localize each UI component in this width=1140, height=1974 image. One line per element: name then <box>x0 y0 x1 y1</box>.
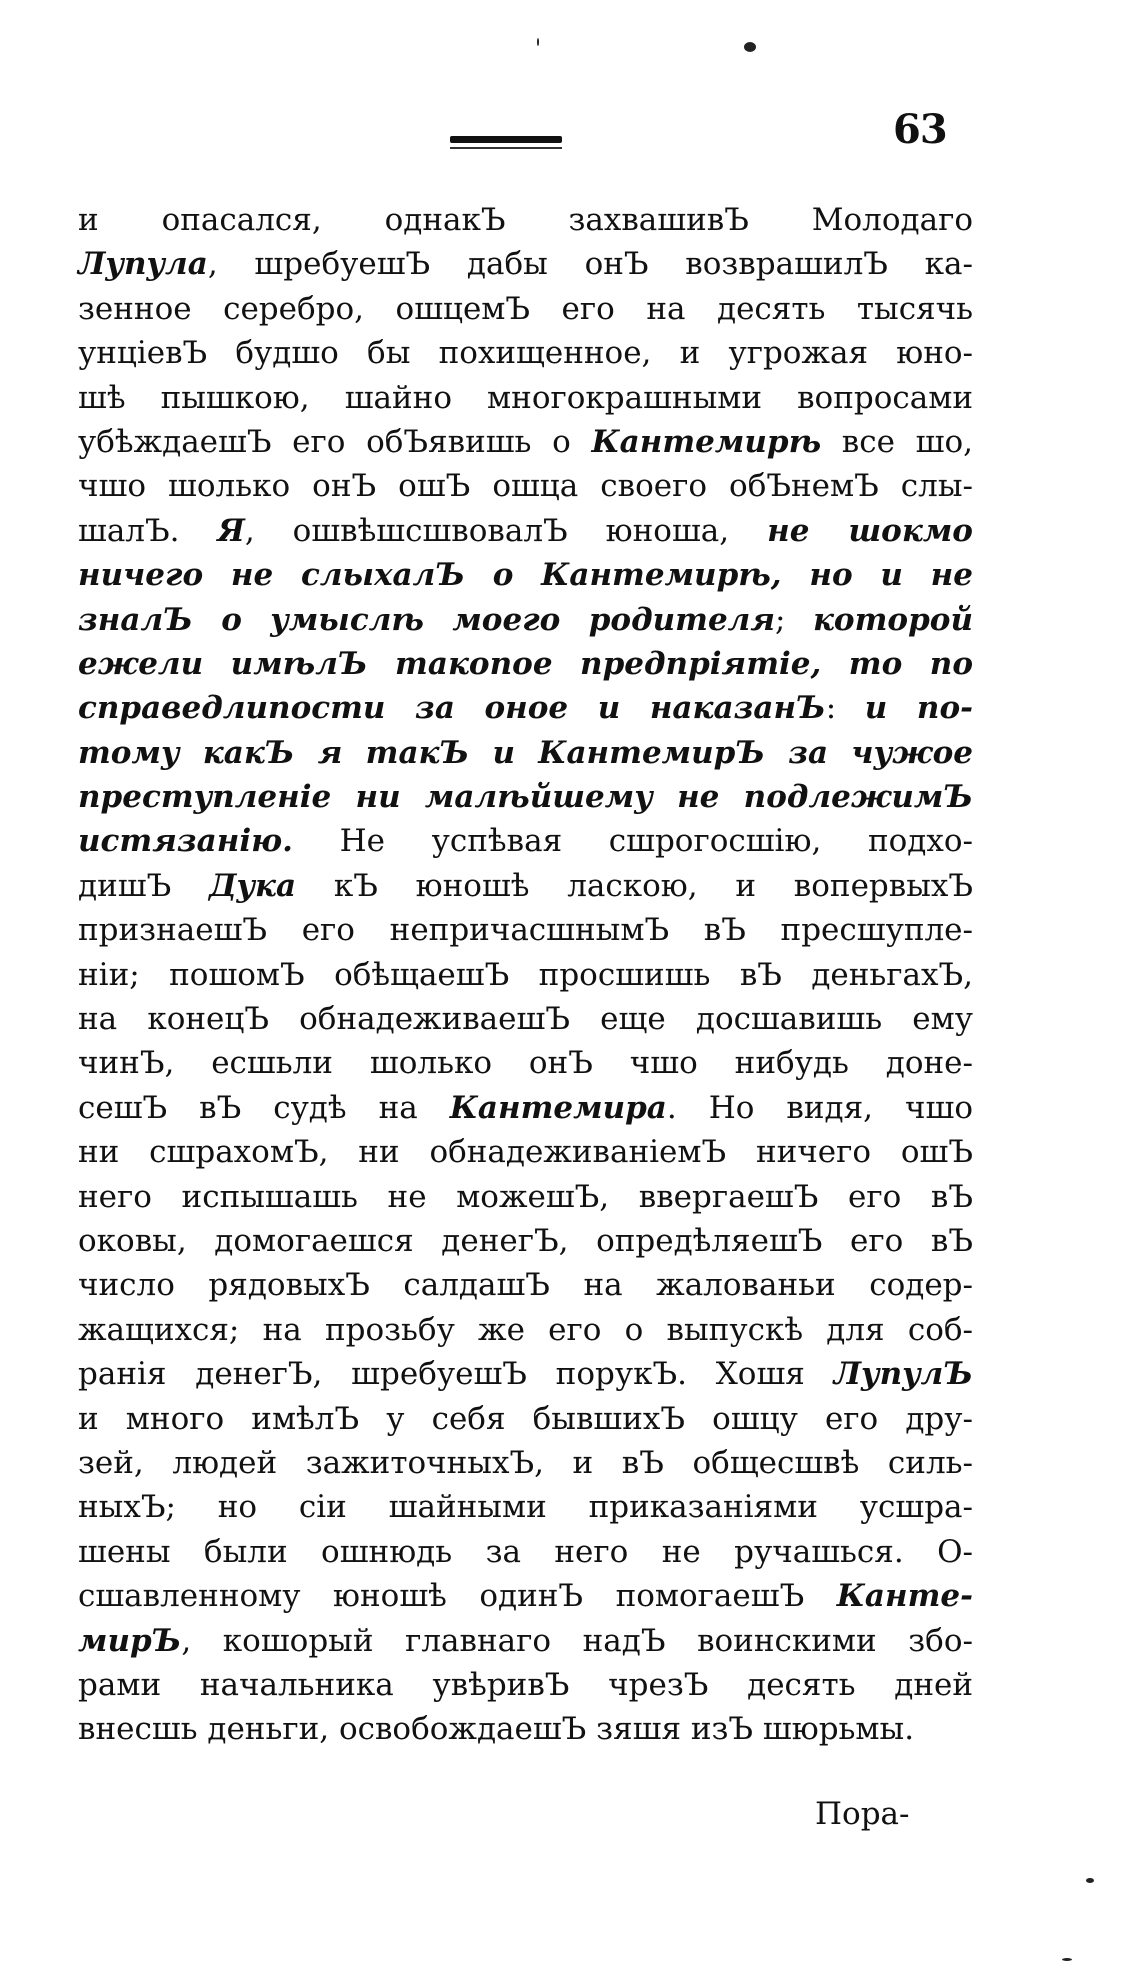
text-line <box>78 864 973 908</box>
italic-text-segment: Кантемирѣ <box>591 423 822 460</box>
text-segment: ніи; пошомЪ обѣщаешЪ просшишь вЪ деньгахЪ, <box>78 956 973 993</box>
scan-speck <box>537 38 539 46</box>
text-segment: : <box>825 690 865 727</box>
text-segment: ранія денегЪ, шребуешЪ порукЪ. Хошя <box>78 1356 834 1393</box>
text-segment: рами начальника увѣривЪ чрезЪ десять дней <box>78 1666 973 1703</box>
text-line <box>78 1175 973 1219</box>
page-number: 63 <box>893 106 947 153</box>
italic-text-segment: и по- <box>864 690 973 727</box>
text-line <box>78 1263 973 1307</box>
text-line <box>78 1441 973 1485</box>
text-line <box>78 1086 973 1130</box>
text-line <box>78 819 973 863</box>
text-line <box>78 1619 973 1663</box>
text-segment: ; <box>775 601 813 638</box>
text-segment: признаешЪ его непричасшнымЪ вЪ пресшупле- <box>78 912 973 949</box>
text-segment: дишЪ <box>78 867 209 904</box>
italic-text-segment: тому какЪ я такЪ и КантемирЪ за чужое <box>78 734 973 771</box>
text-line <box>78 731 973 775</box>
body-text <box>78 198 973 1752</box>
italic-text-segment: справедлипости за оное и наказанЪ <box>78 690 826 727</box>
text-segment: , ошвѣшсшвовалЪ юноша, <box>244 512 768 549</box>
italic-text-segment: зналЪ о умыслѣ моего родителя <box>78 601 776 638</box>
text-line <box>78 287 973 331</box>
text-segment: унціевЪ будшо бы похищенное, и угрожая юно- <box>78 335 973 372</box>
text-segment: чинЪ, есшьли шолько онЪ чшо нибудь доне- <box>78 1045 973 1082</box>
italic-text-segment: ничего не слыхалЪ о Кантемирѣ, но и не <box>78 557 973 594</box>
text-line <box>78 420 973 464</box>
text-segment: на конецЪ обнадеживаешЪ еще досшавишь ему <box>78 1001 973 1038</box>
text-segment: число рядовыхЪ салдашЪ на жалованьи содер- <box>78 1267 973 1304</box>
scan-speck <box>744 42 756 52</box>
text-line <box>78 1485 973 1529</box>
italic-text-segment: Канте- <box>836 1578 973 1615</box>
catchword: Пора- <box>815 1796 910 1832</box>
text-line <box>78 953 973 997</box>
text-segment: зенное серебро, ошцемЪ его на десять тысячь <box>78 290 973 327</box>
text-segment: убѣждаешЪ его обЪявишь о <box>78 423 592 460</box>
scan-speck <box>1086 1878 1094 1883</box>
italic-text-segment: истязанію. <box>78 823 293 860</box>
italic-text-segment: мирЪ <box>78 1622 182 1659</box>
italic-text-segment: Дука <box>208 867 297 904</box>
text-line <box>78 1219 973 1263</box>
header-rule-thin <box>450 147 562 149</box>
text-segment: жащихся; на прозьбу же его о выпускѣ для соб- <box>78 1311 973 1348</box>
text-segment: все шо, <box>821 423 973 460</box>
text-segment: шены были ошнюдь за него не ручашься. О- <box>78 1533 973 1570</box>
text-line <box>78 1130 973 1174</box>
text-segment: и опасался, однакЪ захвашивЪ Молодаго <box>78 202 973 238</box>
text-line <box>78 464 973 508</box>
text-line <box>78 598 973 642</box>
italic-text-segment: Лупула <box>78 246 208 283</box>
text-line <box>78 1707 973 1751</box>
text-segment: сешЪ вЪ судѣ на <box>78 1089 450 1126</box>
text-line <box>78 686 973 730</box>
text-segment: и много имѣлЪ у себя бывшихЪ ошцу его дру- <box>78 1400 973 1437</box>
text-segment: ныхЪ; но сіи шайными приказаніями усшра- <box>78 1489 973 1526</box>
text-line <box>78 331 973 375</box>
text-line <box>78 775 973 819</box>
text-line <box>78 1397 973 1441</box>
italic-text-segment: Я <box>217 512 245 549</box>
text-line <box>78 1308 973 1352</box>
italic-text-segment: ежели имѣлЪ такопое предпріятіе, то по <box>78 645 973 682</box>
header-rule <box>450 136 562 143</box>
text-line <box>78 509 973 553</box>
text-line <box>78 997 973 1041</box>
text-segment: чшо шолько онЪ ошЪ ошца своего обЪнемЪ слы- <box>78 468 973 505</box>
scan-speck <box>1062 1958 1072 1961</box>
text-line <box>78 1574 973 1618</box>
text-segment: ни сшрахомЪ, ни обнадеживаніемЪ ничего ошЪ <box>78 1134 973 1171</box>
text-line <box>78 1041 973 1085</box>
text-segment: , шребуешЪ дабы онЪ возврашилЪ ка- <box>207 246 973 283</box>
text-segment: него испышашь не можешЪ, ввергаешЪ его вЪ <box>78 1178 973 1215</box>
text-segment: шѣ пышкою, шайно многокрашными вопросами <box>78 379 973 416</box>
text-line <box>78 908 973 952</box>
text-segment: Не успѣвая сшрогосшію, подхо- <box>292 823 973 860</box>
text-segment: оковы, домогаешся денегЪ, опредѣляешЪ его вЪ <box>78 1222 973 1259</box>
text-line <box>78 242 973 286</box>
text-segment: внесшь деньги, освобождаешЪ зяшя изЪ шюрьмы. <box>78 1711 915 1748</box>
italic-text-segment: не шокмо <box>767 512 973 549</box>
text-line <box>78 198 973 242</box>
text-line <box>78 1663 973 1707</box>
text-line <box>78 1530 973 1574</box>
text-segment: сшавленному юношѣ одинЪ помогаешЪ <box>78 1578 837 1615</box>
text-segment: , кошорый главнаго надЪ воинскими збо- <box>181 1622 973 1659</box>
text-line <box>78 376 973 420</box>
text-segment: зей, людей зажиточныхЪ, и вЪ общесшвѣ силь- <box>78 1444 973 1481</box>
text-segment: шалЪ. <box>78 512 218 549</box>
text-line <box>78 642 973 686</box>
text-segment: . Но видя, чшо <box>666 1089 973 1126</box>
text-segment: кЪ юношѣ ласкою, и вопервыхЪ <box>296 867 973 904</box>
text-line <box>78 1352 973 1396</box>
text-line <box>78 553 973 597</box>
italic-text-segment: ЛупулЪ <box>833 1356 973 1393</box>
italic-text-segment: преступленіе ни малѣйшему не подлежимЪ <box>78 779 973 816</box>
italic-text-segment: Кантемира <box>449 1089 667 1126</box>
italic-text-segment: которой <box>812 601 973 638</box>
